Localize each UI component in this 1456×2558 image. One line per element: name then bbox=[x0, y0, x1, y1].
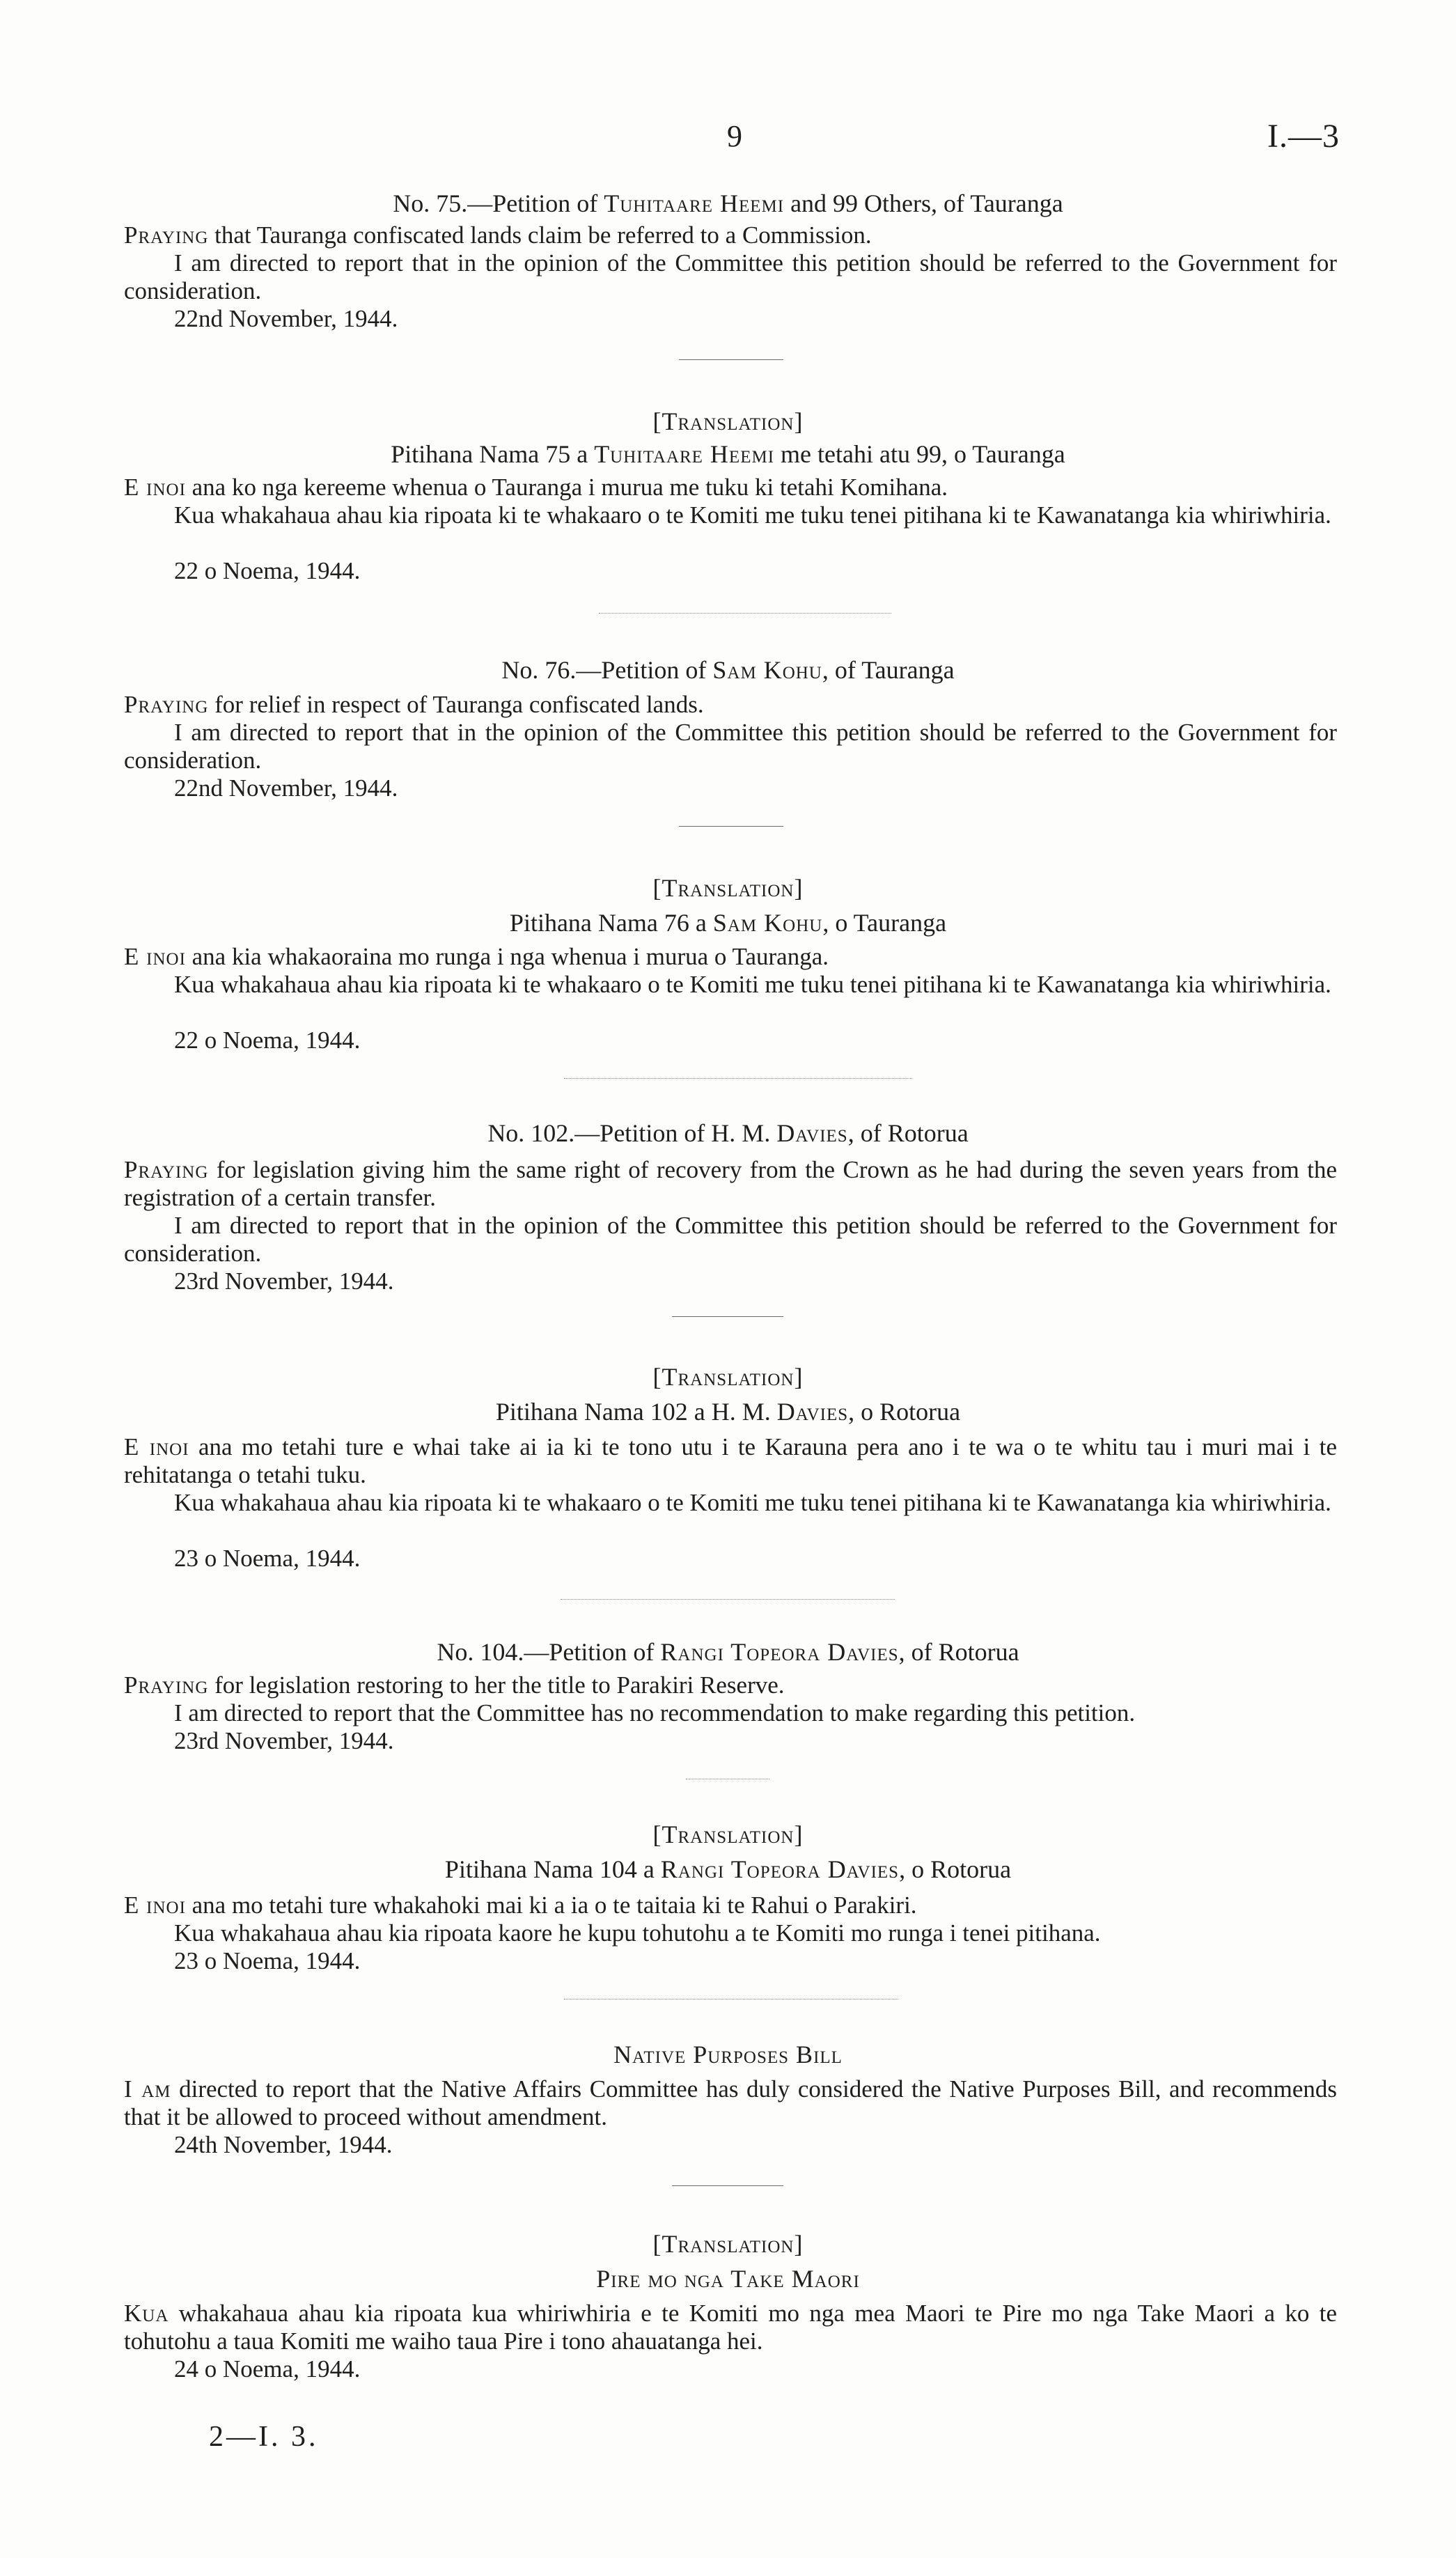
petition-76-heading: No. 76.—Petition of Sam Kohu, of Tauranga bbox=[501, 656, 955, 684]
printer-signature: 2—I. 3. bbox=[209, 2421, 319, 2453]
bill-heading: Native Purposes Bill bbox=[613, 2041, 843, 2068]
petition-75-translation-praying: E inoi ana ko nga kereeme whenua o Tauranga i murua me tuku ki tetahi Komihana. bbox=[124, 474, 948, 501]
petition-75-translation-date: 22 o Noema, 1944. bbox=[174, 557, 361, 584]
petition-76-report: I am directed to report that in the opinion of the Committee this petition should be referred to the Government for consideration. bbox=[124, 719, 1337, 774]
bill-translation-report: Kua whakahaua ahau kia ripoata kua whiriwhiria e te Komiti mo nga mea Maori te Pire mo nga Take Maori a ko te tohutohu a taua Komiti me waiho taua Pire i tono ahauatanga hei. bbox=[124, 2300, 1337, 2355]
petition-104-praying: Praying for legislation restoring to her the title to Parakiri Reserve. bbox=[124, 1671, 785, 1699]
petition-76-translation-date: 22 o Noema, 1944. bbox=[174, 1027, 361, 1054]
bill-translation-label: [Translation] bbox=[652, 2230, 804, 2258]
petition-102-translation-date: 23 o Noema, 1944. bbox=[174, 1545, 361, 1572]
petition-76-date: 22nd November, 1944. bbox=[174, 774, 398, 802]
bill-translation-date: 24 o Noema, 1944. bbox=[174, 2355, 361, 2382]
page-number: 9 bbox=[727, 119, 742, 153]
section-divider bbox=[672, 2185, 783, 2186]
document-reference: I.—3 bbox=[1267, 118, 1340, 155]
petition-102-translation-label: [Translation] bbox=[652, 1363, 804, 1391]
section-divider bbox=[672, 1316, 783, 1317]
petition-76-translation-label: [Translation] bbox=[652, 874, 804, 902]
petition-104-heading: No. 104.—Petition of Rangi Topeora Davies, of Rotorua bbox=[437, 1638, 1019, 1666]
petition-75-date: 22nd November, 1944. bbox=[174, 305, 398, 332]
petition-102-praying: Praying for legislation giving him the same right of recovery from the Crown as he had during the seven years from the registration of a certain transfer. bbox=[124, 1156, 1338, 1211]
petition-102-translation-report: Kua whakahaua ahau kia ripoata ki te whakaaro o te Komiti me tuku tenei pitihana ki te Kawanatanga kia whiriwhiria. bbox=[174, 1489, 1331, 1516]
petition-102-heading: No. 102.—Petition of H. M. Davies, of Rotorua bbox=[487, 1119, 969, 1147]
petition-102-translation-praying: E inoi ana mo tetahi ture e whai take ai ia ki te tono utu i te Karauna pera ano i te wa o te whitu tau i muri mai i te rehitatanga o tetahi tuku. bbox=[124, 1433, 1337, 1488]
petition-104-translation-label: [Translation] bbox=[652, 1820, 804, 1848]
bill-translation-heading: Pire mo nga Take Maori bbox=[596, 2265, 860, 2293]
section-divider bbox=[561, 1599, 895, 1600]
section-divider bbox=[599, 613, 891, 614]
bill-date: 24th November, 1944. bbox=[174, 2131, 393, 2158]
petition-75-translation-heading: Pitihana Nama 75 a Tuhitaare Heemi me tetahi atu 99, o Tauranga bbox=[391, 440, 1065, 468]
petition-76-translation-report: Kua whakahaua ahau kia ripoata ki te whakaaro o te Komiti me tuku tenei pitihana ki te Kawanatanga kia whiriwhiria. bbox=[174, 971, 1331, 998]
petition-76-praying: Praying for relief in respect of Tauranga confiscated lands. bbox=[124, 691, 704, 718]
petition-76-translation-heading: Pitihana Nama 76 a Sam Kohu, o Tauranga bbox=[509, 909, 947, 937]
petition-76-translation-praying: E inoi ana kia whakaoraina mo runga i nga whenua i murua o Tauranga. bbox=[124, 943, 829, 970]
petition-104-report: I am directed to report that the Committee has no recommendation to make regarding this petition. bbox=[174, 1699, 1136, 1726]
petition-104-translation-report: Kua whakahaua ahau kia ripoata kaore he kupu tohutohu a te Komiti mo runga i tenei pitihana. bbox=[174, 1919, 1101, 1947]
petition-102-date: 23rd November, 1944. bbox=[174, 1268, 394, 1295]
petition-104-translation-praying: E inoi ana mo tetahi ture whakahoki mai ki a ia o te taitaia ki te Rahui o Parakiri. bbox=[124, 1892, 917, 1919]
petition-104-translation-heading: Pitihana Nama 104 a Rangi Topeora Davies, o Rotorua bbox=[444, 1855, 1012, 1883]
bill-report: I am directed to report that the Native Affairs Committee has duly considered the Native Purposes Bill, and recommends that it be allowed to proceed without amendment. bbox=[124, 2075, 1337, 2130]
section-divider bbox=[679, 826, 783, 827]
section-divider bbox=[564, 1078, 912, 1079]
petition-75-praying: Praying that Tauranga confiscated lands claim be referred to a Commission. bbox=[124, 221, 872, 249]
section-divider bbox=[679, 359, 783, 360]
petition-104-translation-date: 23 o Noema, 1944. bbox=[174, 1947, 361, 1974]
petition-75-heading: No. 75.—Petition of Tuhitaare Heemi and 99 Others, of Tauranga bbox=[393, 189, 1063, 217]
petition-75-translation-report: Kua whakahaua ahau kia ripoata ki te whakaaro o te Komiti me tuku tenei pitihana ki te Kawanatanga kia whiriwhiria. bbox=[174, 501, 1331, 529]
petition-75-report: I am directed to report that in the opinion of the Committee this petition should be referred to the Government for consideration. bbox=[124, 249, 1337, 304]
petition-75-translation-label: [Translation] bbox=[652, 407, 804, 435]
petition-104-date: 23rd November, 1944. bbox=[174, 1727, 394, 1754]
petition-102-report: I am directed to report that in the opinion of the Committee this petition should be referred to the Government for consideration. bbox=[124, 1212, 1337, 1267]
petition-102-translation-heading: Pitihana Nama 102 a H. M. Davies, o Rotorua bbox=[495, 1398, 961, 1426]
